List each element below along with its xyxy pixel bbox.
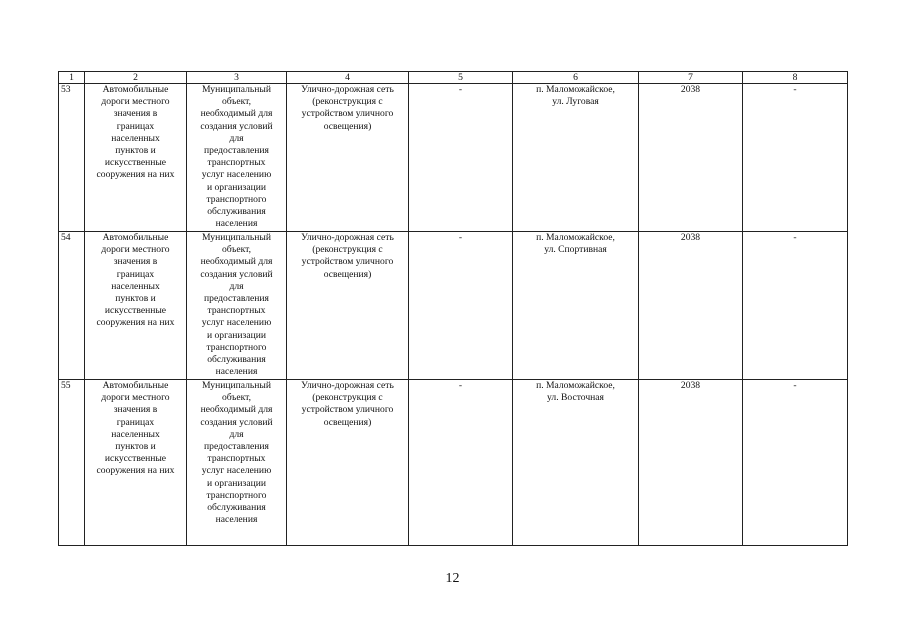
page-number: 12 (445, 571, 460, 586)
column-8-cell: - (743, 84, 848, 232)
column-header-6: 6 (513, 72, 639, 84)
object-purpose-cell: Муниципальный объект, необходимый для создания условий для предоставления транспортных услуг населению и организации транспортного обслуживания населения (187, 380, 287, 546)
row-number: 53 (59, 84, 85, 232)
column-header-8: 8 (743, 72, 848, 84)
object-type-cell: Автомобильные дороги местного значения в границах населенных пунктов и искусственные сооружения на них (85, 380, 187, 546)
table-row (59, 84, 848, 232)
year-cell: 2038 (639, 84, 743, 232)
location-cell: п. Маломожайское, ул. Луговая (513, 84, 639, 232)
column-header-1: 1 (59, 72, 85, 84)
row-number: 55 (59, 380, 85, 546)
year-cell: 2038 (639, 232, 743, 380)
location-cell: п. Маломожайское, ул. Спортивная (513, 232, 639, 380)
column-header-7: 7 (639, 72, 743, 84)
table-row (59, 232, 848, 380)
data-table (58, 71, 848, 546)
column-header-3: 3 (187, 72, 287, 84)
object-type-cell: Автомобильные дороги местного значения в границах населенных пунктов и искусственные сооружения на них (85, 84, 187, 232)
object-name-cell: Улично-дорожная сеть (реконструкция с устройством уличного освещения) (287, 232, 409, 380)
column-8-cell: - (743, 380, 848, 546)
table-row (59, 380, 848, 546)
object-purpose-cell: Муниципальный объект, необходимый для создания условий для предоставления транспортных услуг населению и организации транспортного обслуживания населения (187, 84, 287, 232)
object-purpose-cell: Муниципальный объект, необходимый для создания условий для предоставления транспортных услуг населению и организации транспортного обслуживания населения (187, 232, 287, 380)
object-name-cell: Улично-дорожная сеть (реконструкция с устройством уличного освещения) (287, 380, 409, 546)
column-header-2: 2 (85, 72, 187, 84)
column-header-4: 4 (287, 72, 409, 84)
column-5-cell: - (409, 232, 513, 380)
year-cell: 2038 (639, 380, 743, 546)
object-name-cell: Улично-дорожная сеть (реконструкция с устройством уличного освещения) (287, 84, 409, 232)
object-type-cell: Автомобильные дороги местного значения в границах населенных пунктов и искусственные сооружения на них (85, 232, 187, 380)
column-5-cell: - (409, 84, 513, 232)
header-row (59, 72, 848, 84)
row-number: 54 (59, 232, 85, 380)
column-5-cell: - (409, 380, 513, 546)
location-cell: п. Маломожайское, ул. Восточная (513, 380, 639, 546)
column-header-5: 5 (409, 72, 513, 84)
column-8-cell: - (743, 232, 848, 380)
